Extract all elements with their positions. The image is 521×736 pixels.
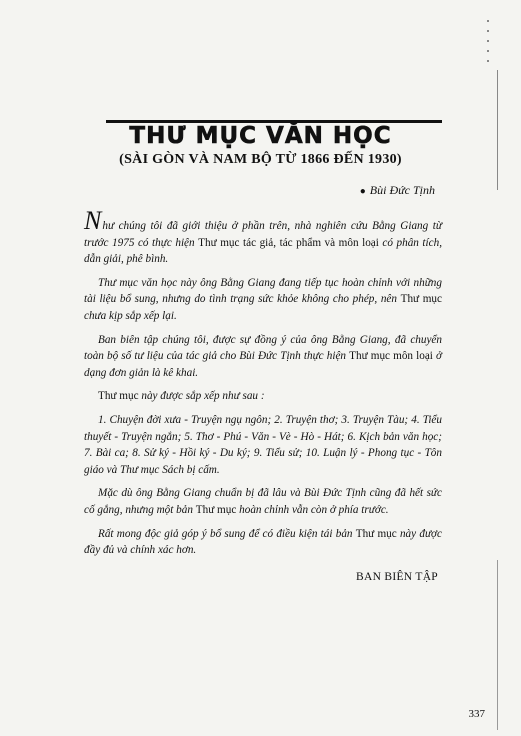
signature: BAN BIÊN TẬP <box>356 571 438 583</box>
author-line <box>360 183 435 198</box>
body-text <box>84 206 442 566</box>
paragraph-3: Ban biên tập chúng tôi, được sự đồng ý của ông Bằng Giang, đã chuyển toàn bộ số tư liệu của tác giả cho Bùi Đức Tịnh thực hiện Thư mục môn loại ở dạng đơn giản là kê khai. <box>84 333 442 379</box>
page-number: 337 <box>468 708 485 720</box>
paragraph-6: Mặc dù ông Bằng Giang chuẩn bị đã lâu và Bùi Đức Tịnh cũng đã hết sức cố gắng, nhưng một bản Thư mục hoàn chỉnh vẫn còn ở phía trước. <box>84 487 442 516</box>
scan-artifact-dots <box>485 20 491 72</box>
paragraph-4: Thư mục này được sắp xếp như sau : <box>98 390 265 403</box>
bullet-icon: ● <box>359 186 366 197</box>
paragraph-1: Như chúng tôi đã giới thiệu ở phần trên, nhà nghiên cứu Bằng Giang từ trước 1975 có thực hiện Thư mục tác giả, tác phẩm và môn loại có phân tích, dẫn giải, phê bình. <box>84 206 442 266</box>
page-subtitle: (SÀI GÒN VÀ NAM BỘ TỪ 1866 ĐẾN 1930) <box>119 152 402 167</box>
paragraph-5: 1. Chuyện đời xưa - Truyện ngụ ngôn; 2. Truyện thơ; 3. Truyện Tàu; 4. Tiểu thuyết - Truyện ngắn; 5. Thơ - Phú - Văn - Vè - Hò - Hát; 6. Kịch bản văn học; 7. Bài ca; 8. Sử ký - Hồi ký - Du ký; 9. Tiểu sử; 10. Luận lý - Phong tục - Tôn giáo và Thư mục Sách bị cấm. <box>84 413 442 476</box>
paragraph-2: Thư mục văn học này ông Bằng Giang đang tiếp tục hoàn chỉnh với những tài liệu bổ sung, nhưng do tình trạng sức khỏe không cho phép, nên Thư mục chưa kịp sắp xếp lại. <box>84 276 442 322</box>
page-title: THƯ MỤC VĂN HỌC <box>129 123 392 149</box>
scan-artifact-rule-bottom <box>497 560 498 730</box>
drop-cap: N <box>84 206 102 235</box>
author-name: Bùi Đức Tịnh <box>369 183 435 197</box>
paragraph-7: Rất mong độc giả góp ý bổ sung để có điều kiện tái bản Thư mục này được đầy đủ và chính xác hơn. <box>84 527 442 557</box>
